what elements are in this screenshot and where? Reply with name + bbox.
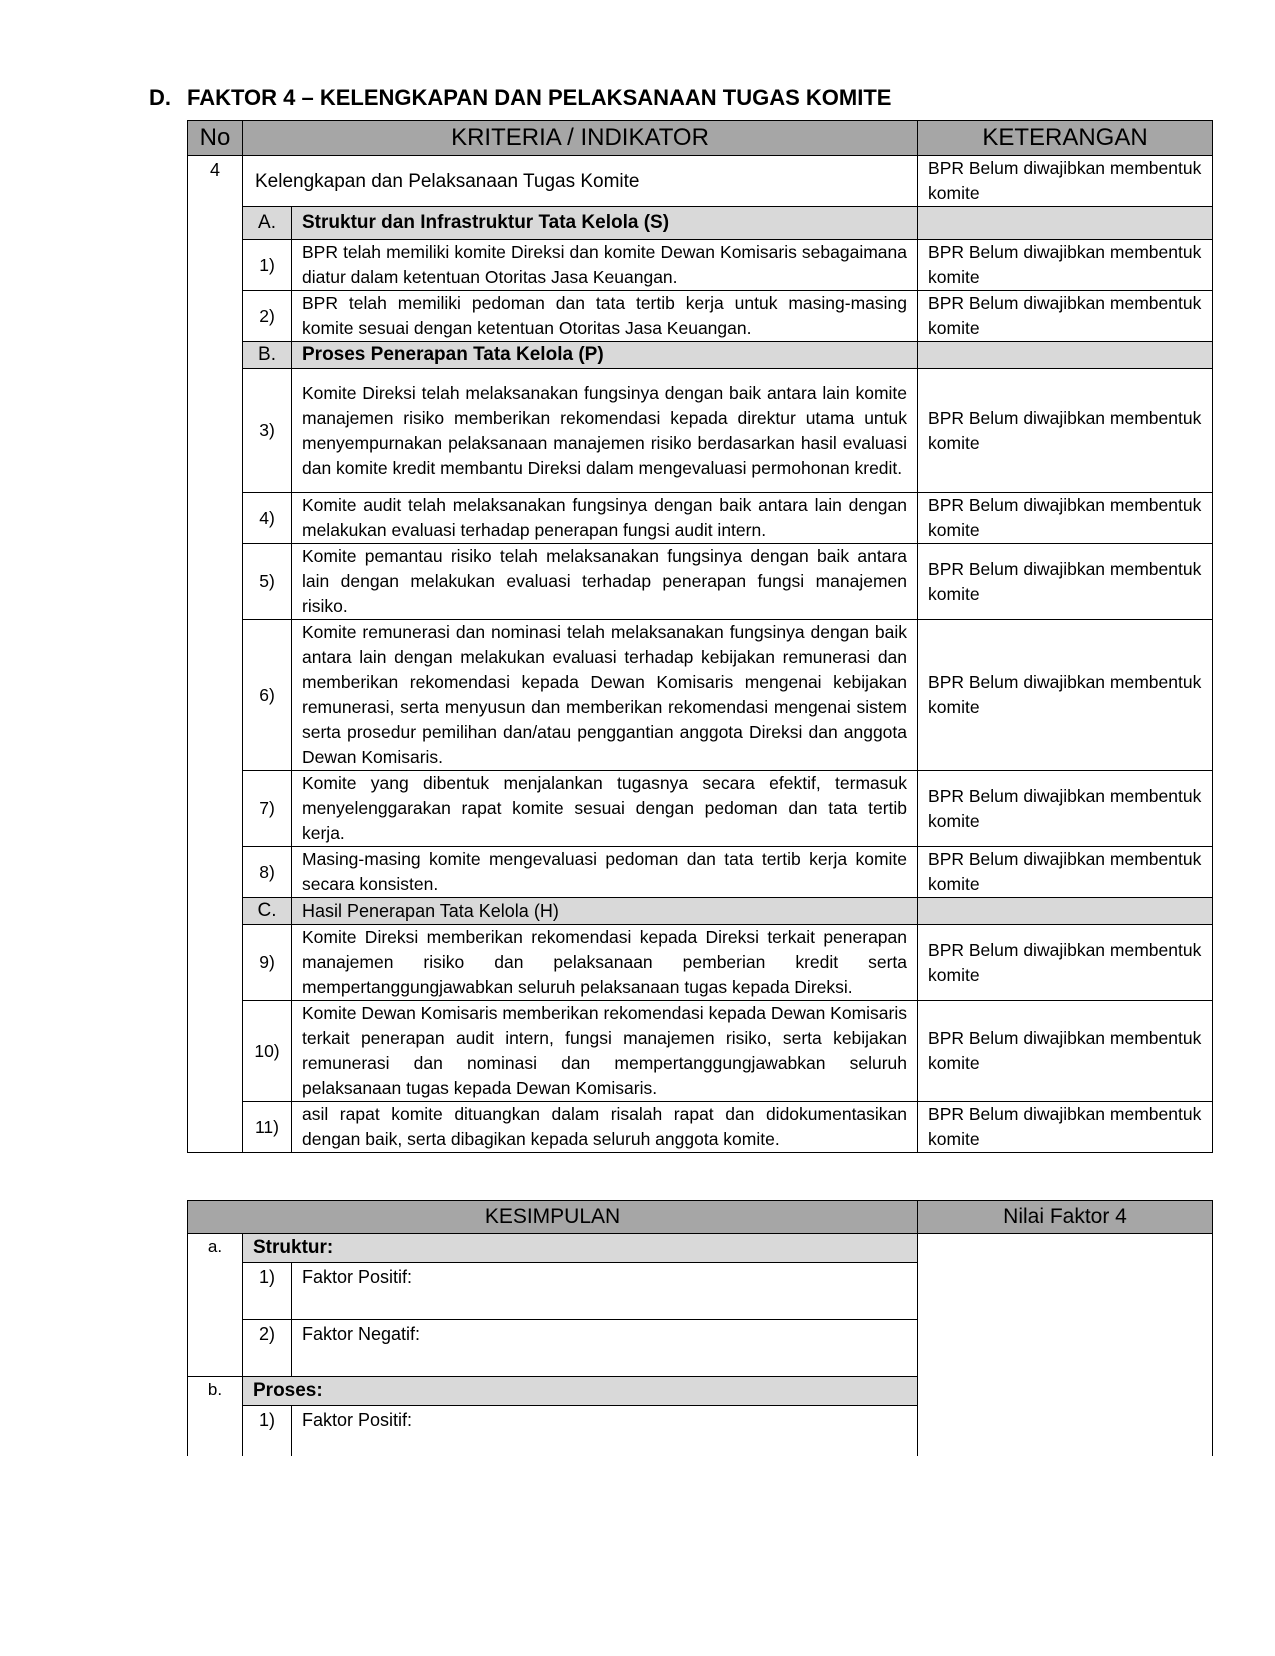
item-text: Komite audit telah melaksanakan fungsinya dengan baik antara lain dengan melakukan evaluasi terhadap penerapan fungsi audit intern. (292, 493, 918, 544)
proses-letter: b. (188, 1377, 243, 1520)
section-letter: C. (243, 898, 292, 925)
row-number: 4 (188, 156, 243, 1153)
table-row (188, 240, 1213, 291)
table-row (188, 771, 1213, 847)
keterangan-cell: BPR Belum diwajibkan membentuk komite (918, 156, 1213, 207)
nilai-faktor-header: Nilai Faktor 4 (918, 1201, 1213, 1234)
faktor-negatif-field[interactable]: Faktor Negatif: (292, 1320, 918, 1377)
item-text: asil rapat komite dituangkan dalam risalah rapat dan didokumentasikan dengan baik, serta dibagikan kepada seluruh anggota komite. (292, 1102, 918, 1153)
item-number: 5) (243, 544, 292, 620)
table-row (188, 847, 1213, 898)
keterangan-cell: BPR Belum diwajibkan membentuk komite (918, 771, 1213, 847)
item-text: Masing-masing komite mengevaluasi pedoman dan tata tertib kerja komite secara konsisten. (292, 847, 918, 898)
item-number: 7) (243, 771, 292, 847)
item-number: 4) (243, 493, 292, 544)
table-row (188, 544, 1213, 620)
item-number: 9) (243, 925, 292, 1001)
faktor-positif-field[interactable]: Faktor Positif: (292, 1263, 918, 1320)
criteria-table (187, 120, 1213, 1153)
item-number: 1) (243, 240, 292, 291)
section-row (188, 898, 1213, 925)
section-letter: D. (149, 85, 171, 110)
keterangan-cell: BPR Belum diwajibkan membentuk komite (918, 1102, 1213, 1153)
struktur-label: Struktur: (243, 1234, 918, 1263)
section-letter: A. (243, 207, 292, 240)
empty-cell (918, 342, 1213, 369)
section-row (188, 207, 1213, 240)
item-text: Komite pemantau risiko telah melaksanakan fungsinya dengan baik antara lain dengan melakukan evaluasi terhadap penerapan fungsi manajemen risiko. (292, 544, 918, 620)
empty-cell (918, 207, 1213, 240)
section-label: Proses Penerapan Tata Kelola (P) (292, 342, 918, 369)
keterangan-cell: BPR Belum diwajibkan membentuk komite (918, 847, 1213, 898)
kesimpulan-header-row (188, 1201, 1213, 1234)
section-letter: B. (243, 342, 292, 369)
item-number: 2) (243, 291, 292, 342)
item-number: 6) (243, 620, 292, 771)
table-row (188, 1102, 1213, 1153)
item-number: 8) (243, 847, 292, 898)
keterangan-cell: BPR Belum diwajibkan membentuk komite (918, 620, 1213, 771)
item-text: BPR telah memiliki pedoman dan tata tertib kerja untuk masing-masing komite sesuai dengan ketentuan Otoritas Jasa Keuangan. (292, 291, 918, 342)
keterangan-cell: BPR Belum diwajibkan membentuk komite (918, 291, 1213, 342)
keterangan-cell: BPR Belum diwajibkan membentuk komite (918, 493, 1213, 544)
header-kriteria: KRITERIA / INDIKATOR (243, 121, 918, 156)
keterangan-cell: BPR Belum diwajibkan membentuk komite (918, 1001, 1213, 1102)
keterangan-cell: BPR Belum diwajibkan membentuk komite (918, 925, 1213, 1001)
header-no: No (188, 121, 243, 156)
table-row (188, 620, 1213, 771)
table-header-row (188, 121, 1213, 156)
table-row (188, 1001, 1213, 1102)
item-text: Komite remunerasi dan nominasi telah melaksanakan fungsinya dengan baik antara lain dengan melakukan evaluasi terhadap kebijakan remunerasi dan memberikan rekomendasi kepada Dewan Komisaris mengenai kebijakan remunerasi, serta menyusun dan memberikan rekomendasi mengenai sistem serta prosedur pemilihan dan/atau penggantian anggota Direksi dan anggota Dewan Komisaris. (292, 620, 918, 771)
struktur-row (188, 1234, 1213, 1263)
table-row (188, 291, 1213, 342)
item-number: 3) (243, 369, 292, 493)
section-label: Hasil Penerapan Tata Kelola (H) (292, 898, 918, 925)
table-row (188, 925, 1213, 1001)
section-row (188, 342, 1213, 369)
item-number: 1) (243, 1406, 292, 1463)
keterangan-cell: BPR Belum diwajibkan membentuk komite (918, 240, 1213, 291)
item-number: 11) (243, 1102, 292, 1153)
table-row (188, 369, 1213, 493)
item-text: Komite Dewan Komisaris memberikan rekomendasi kepada Dewan Komisaris terkait penerapan audit intern, fungsi manajemen risiko, serta kebijakan remunerasi dan nominasi dan mempertanggungjawabkan seluruh pelaksanaan tugas kepada Dewan Komisaris. (292, 1001, 918, 1102)
item-text: Komite Direksi telah melaksanakan fungsinya dengan baik antara lain komite manajemen risiko memberikan rekomendasi kepada direktur utama untuk menyempurnakan pelaksanaan manajemen risiko berdasarkan hasil evaluasi dan komite kredit membantu Direksi dalam mengevaluasi permohonan kredit. (292, 369, 918, 493)
faktor-positif-field[interactable]: Faktor Positif: (292, 1406, 918, 1463)
item-number: 10) (243, 1001, 292, 1102)
kesimpulan-header: KESIMPULAN (188, 1201, 918, 1234)
keterangan-cell: BPR Belum diwajibkan membentuk komite (918, 544, 1213, 620)
proses-label: Proses: (243, 1377, 918, 1406)
keterangan-cell: BPR Belum diwajibkan membentuk komite (918, 369, 1213, 493)
empty-cell (918, 898, 1213, 925)
item-text: BPR telah memiliki komite Direksi dan komite Dewan Komisaris sebagaimana diatur dalam ketentuan Otoritas Jasa Keuangan. (292, 240, 918, 291)
item-text: Komite yang dibentuk menjalankan tugasnya secara efektif, termasuk menyelenggarakan rapat komite sesuai dengan pedoman dan tata tertib kerja. (292, 771, 918, 847)
section-label: Struktur dan Infrastruktur Tata Kelola (S) (292, 207, 918, 240)
struktur-letter: a. (188, 1234, 243, 1377)
section-title-text: FAKTOR 4 – KELENGKAPAN DAN PELAKSANAAN TUGAS KOMITE (187, 85, 892, 110)
main-criteria: Kelengkapan dan Pelaksanaan Tugas Komite (243, 156, 918, 207)
item-text: Komite Direksi memberikan rekomendasi kepada Direksi terkait penerapan manajemen risiko dan pelaksanaan pemberian kredit serta mempertanggungjawabkan seluruh pelaksanaan tugas kepada Direksi. (292, 925, 918, 1001)
page-cutoff (186, 1456, 1216, 1656)
section-title (149, 85, 891, 111)
table-row (188, 156, 1213, 207)
header-keterangan: KETERANGAN (918, 121, 1213, 156)
item-number: 2) (243, 1320, 292, 1377)
item-number: 1) (243, 1263, 292, 1320)
table-row (188, 493, 1213, 544)
